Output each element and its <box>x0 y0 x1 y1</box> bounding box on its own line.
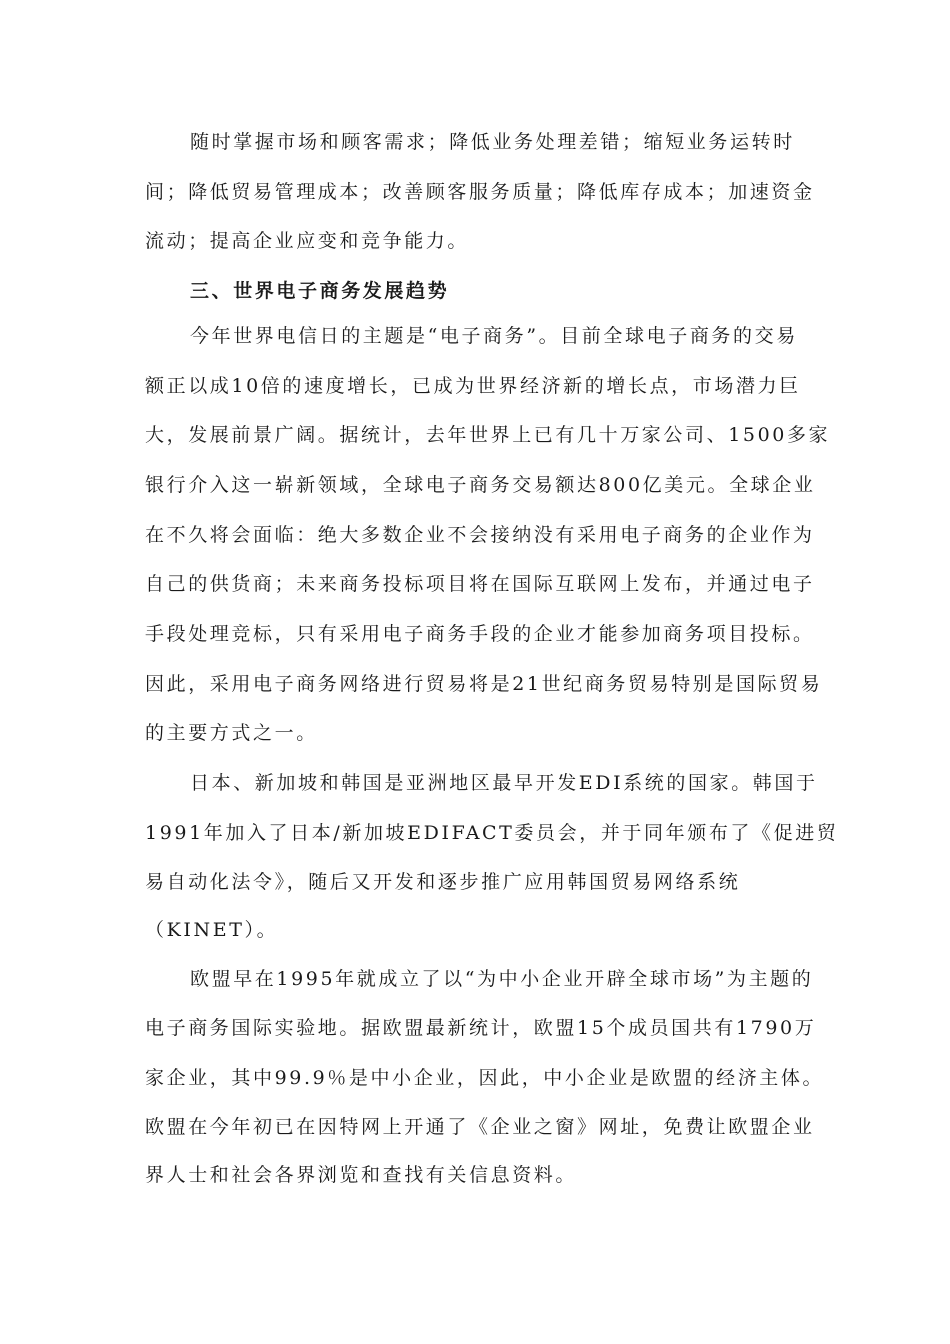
paragraph-4-line-4: 欧盟在今年初已在因特网上开通了《企业之窗》网址，免费让欧盟企业 <box>145 1116 815 1138</box>
paragraph-1-line-1: 随时掌握市场和顾客需求；降低业务处理差错；缩短业务运转时 <box>190 131 795 153</box>
paragraph-2-line-7: 手段处理竞标，只有采用电子商务手段的企业才能参加商务项目投标。 <box>145 623 815 645</box>
paragraph-2-line-8: 因此，采用电子商务网络进行贸易将是21世纪商务贸易特别是国际贸易 <box>145 673 823 695</box>
paragraph-2-line-6: 自己的供货商；未来商务投标项目将在国际互联网上发布，并通过电子 <box>145 573 815 595</box>
paragraph-2-line-1: 今年世界电信日的主题是“电子商务”。目前全球电子商务的交易 <box>190 325 798 347</box>
paragraph-2-line-3: 大，发展前景广阔。据统计，去年世界上已有几十万家公司、1500多家 <box>145 424 831 446</box>
paragraph-3-line-4: （KINET）。 <box>145 919 279 941</box>
paragraph-4-line-1: 欧盟早在1995年就成立了以“为中小企业开辟全球市场”为主题的 <box>190 968 814 990</box>
paragraph-2-line-2: 额正以成10倍的速度增长，已成为世界经济新的增长点，市场潜力巨 <box>145 375 801 397</box>
paragraph-3-line-2: 1991年加入了日本/新加坡EDIFACT委员会，并于同年颁布了《促进贸 <box>145 822 839 844</box>
section-heading: 三、世界电子商务发展趋势 <box>190 280 450 302</box>
paragraph-2-line-4: 银行介入这一崭新领域，全球电子商务交易额达800亿美元。全球企业 <box>145 474 816 496</box>
paragraph-1-line-2: 间；降低贸易管理成本；改善顾客服务质量；降低库存成本；加速资金 <box>145 181 815 203</box>
paragraph-4-line-3: 家企业，其中99.9％是中小企业，因此，中小企业是欧盟的经济主体。 <box>145 1067 825 1089</box>
paragraph-3-line-1: 日本、新加坡和韩国是亚洲地区最早开发EDI系统的国家。韩国于 <box>190 772 818 794</box>
paragraph-1-line-3: 流动；提高企业应变和竞争能力。 <box>145 230 470 252</box>
paragraph-3-line-3: 易自动化法令》，随后又开发和逐步推广应用韩国贸易网络系统 <box>145 871 741 893</box>
paragraph-2-line-9: 的主要方式之一。 <box>145 722 318 744</box>
paragraph-4-line-5: 界人士和社会各界浏览和查找有关信息资料。 <box>145 1164 578 1186</box>
paragraph-2-line-5: 在不久将会面临：绝大多数企业不会接纳没有采用电子商务的企业作为 <box>145 524 815 546</box>
paragraph-4-line-2: 电子商务国际实验地。据欧盟最新统计，欧盟15个成员国共有1790万 <box>145 1017 817 1039</box>
